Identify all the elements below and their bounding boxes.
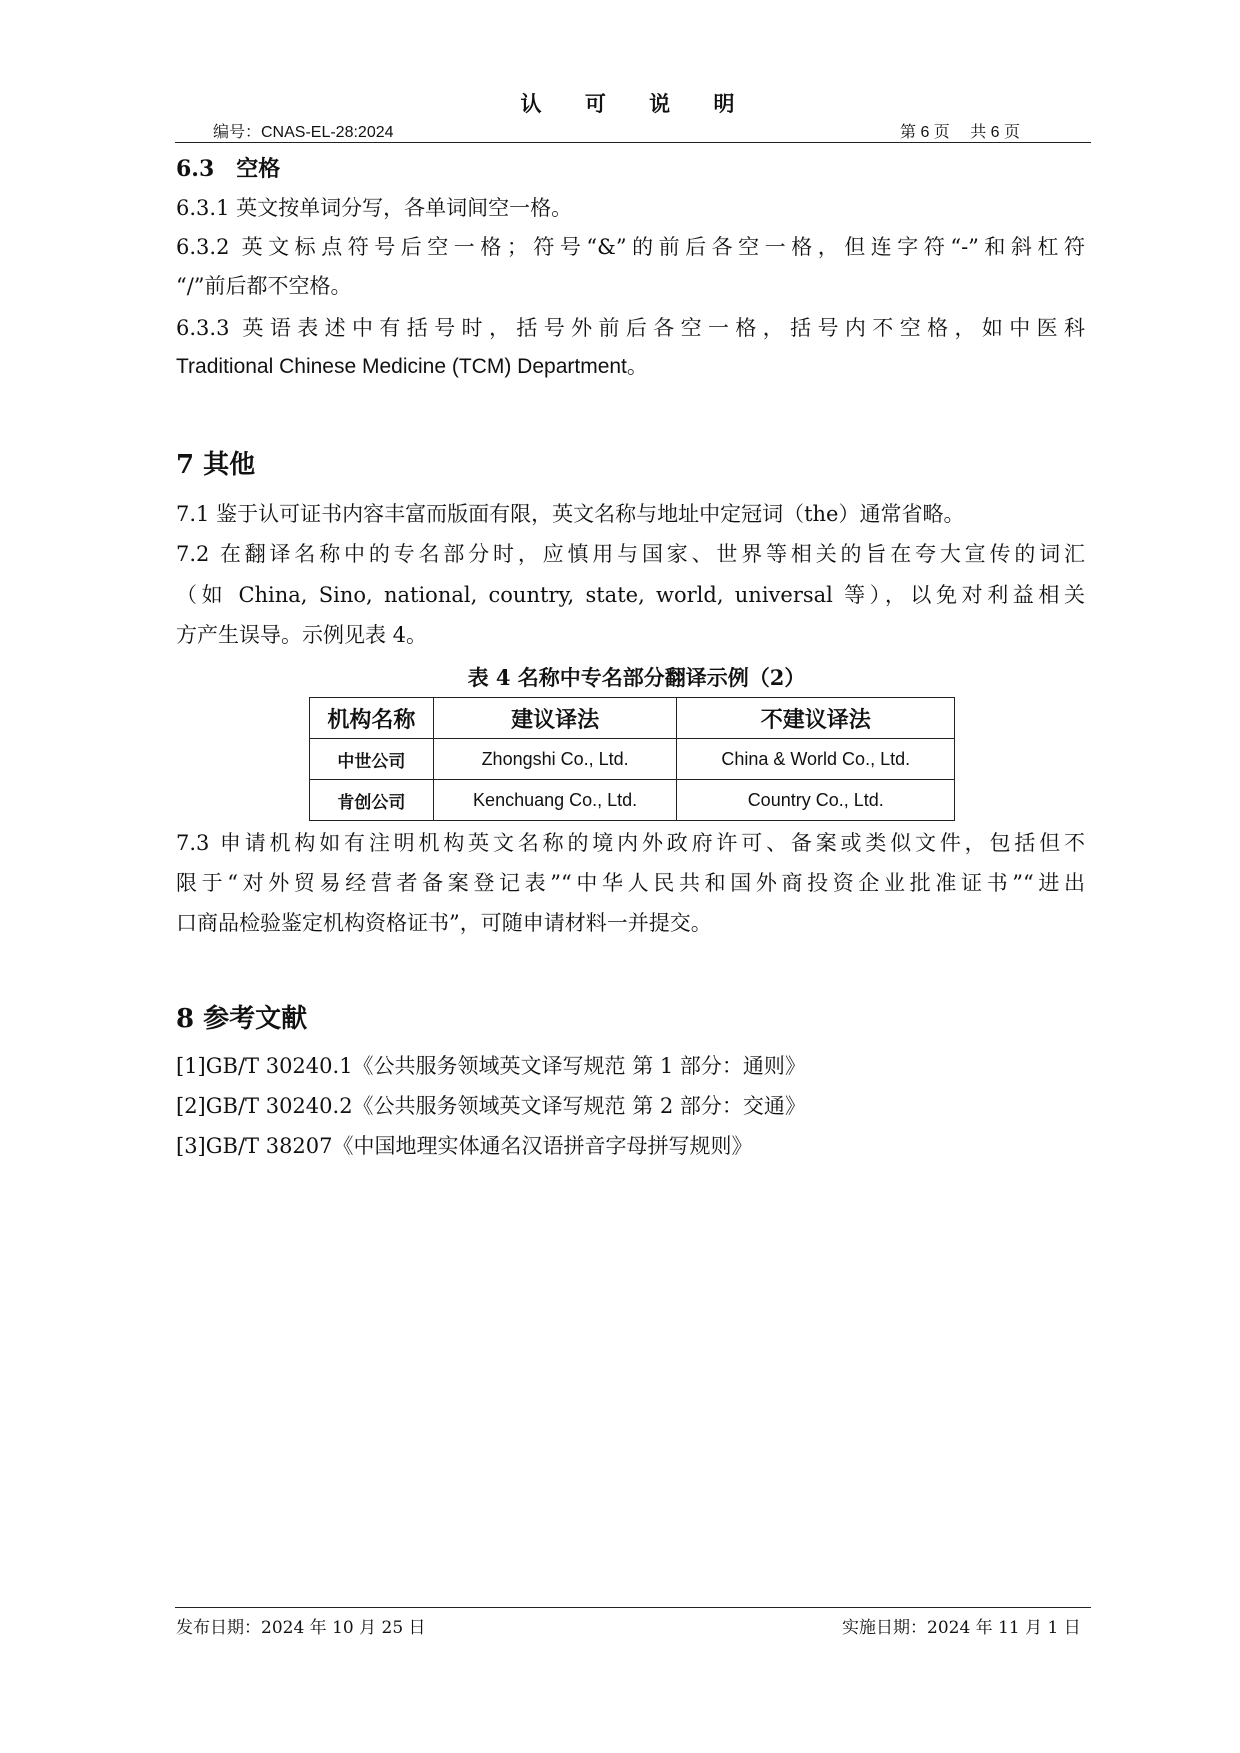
document-title: 认 可 说 明 bbox=[520, 91, 753, 116]
reference-item: [3]GB/T 38207《中国地理实体通名汉语拼音字母拼写规则》 bbox=[176, 1134, 753, 1158]
item-7-2-line2: （如 China, Sino, national, country, state, world, universal 等），以免对利益相关 bbox=[176, 583, 1085, 607]
item-6-3-2-line1: 6.3.2 英文标点符号后空一格；符号“&”的前后各空一格，但连字符“-”和斜杠符 bbox=[176, 235, 1085, 259]
table-row bbox=[310, 780, 955, 821]
section-6-3-heading: 6.3 空格 bbox=[176, 156, 281, 182]
header-not-recommended: 不建议译法 bbox=[677, 698, 955, 739]
item-6-3-3-line2: Traditional Chinese Medicine (TCM) Department。 bbox=[176, 355, 648, 378]
cell-org-name: 肯创公司 bbox=[310, 780, 434, 821]
item-6-3-2-line2: “/”前后都不空格。 bbox=[176, 274, 352, 298]
effective-date: 实施日期：2024 年 11 月 1 日 bbox=[842, 1618, 1081, 1638]
item-7-3-line1: 7.3 申请机构如有注明机构英文名称的境内外政府许可、备案或类似文件，包括但不 bbox=[176, 831, 1085, 855]
header-org-name: 机构名称 bbox=[310, 698, 434, 739]
cell-recommended: Zhongshi Co., Ltd. bbox=[433, 739, 677, 780]
item-7-3-line3: 口商品检验鉴定机构资格证书”，可随申请材料一并提交。 bbox=[176, 911, 712, 935]
table-header-row bbox=[310, 698, 955, 739]
cell-not-recommended: China & World Co., Ltd. bbox=[677, 739, 955, 780]
table-row bbox=[310, 739, 955, 780]
document-number: 编号：CNAS-EL-28:2024 bbox=[213, 124, 394, 141]
cell-not-recommended: Country Co., Ltd. bbox=[677, 780, 955, 821]
page-info: 第 6 页 共 6 页 bbox=[900, 124, 1021, 141]
publish-date: 发布日期：2024 年 10 月 25 日 bbox=[176, 1618, 426, 1638]
reference-item: [1]GB/T 30240.1《公共服务领域英文译写规范 第 1 部分：通则》 bbox=[176, 1054, 806, 1078]
item-7-1: 7.1 鉴于认可证书内容丰富而版面有限，英文名称与地址中定冠词（the）通常省略。 bbox=[176, 502, 965, 526]
item-6-3-3-line1: 6.3.3 英语表述中有括号时，括号外前后各空一格，括号内不空格，如中医科 bbox=[176, 316, 1085, 340]
cell-recommended: Kenchuang Co., Ltd. bbox=[433, 780, 677, 821]
item-7-3-line2: 限于“对外贸易经营者备案登记表”“中华人民共和国外商投资企业批准证书”“进出 bbox=[176, 871, 1085, 895]
item-7-2-line3: 方产生误导。示例见表 4。 bbox=[176, 623, 428, 647]
footer-divider bbox=[175, 1607, 1091, 1608]
reference-item: [2]GB/T 30240.2《公共服务领域英文译写规范 第 2 部分：交通》 bbox=[176, 1094, 806, 1118]
table-4-caption: 表 4 名称中专名部分翻译示例（2） bbox=[467, 665, 806, 690]
translation-examples-table bbox=[309, 697, 955, 821]
item-7-2-line1: 7.2 在翻译名称中的专名部分时，应慎用与国家、世界等相关的旨在夸大宣传的词汇 bbox=[176, 542, 1085, 566]
section-8-heading: 8 参考文献 bbox=[176, 1004, 308, 1034]
item-6-3-1: 6.3.1 英文按单词分写，各单词间空一格。 bbox=[176, 196, 573, 220]
section-7-heading: 7 其他 bbox=[176, 450, 256, 480]
cell-org-name: 中世公司 bbox=[310, 739, 434, 780]
header-divider bbox=[175, 142, 1091, 143]
header-recommended: 建议译法 bbox=[433, 698, 677, 739]
